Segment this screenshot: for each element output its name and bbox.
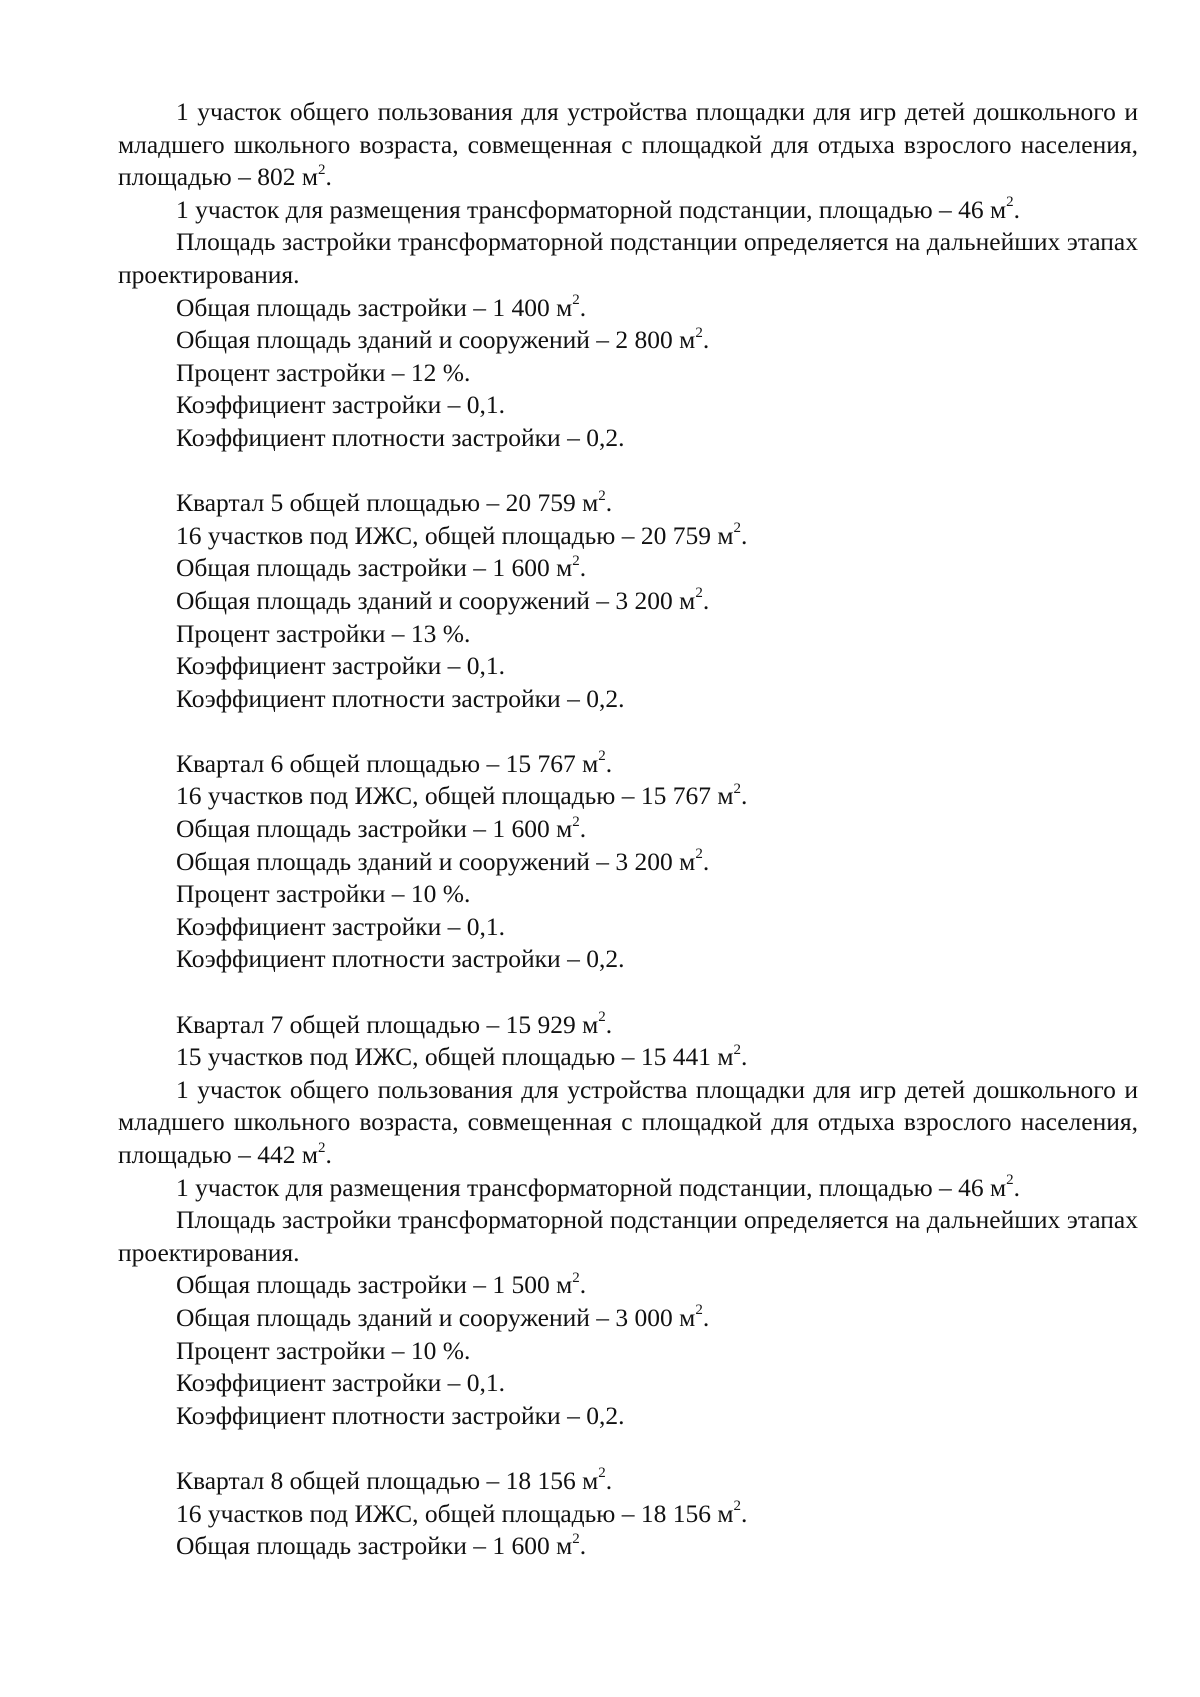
paragraph-end-punctuation: . bbox=[702, 325, 710, 355]
paragraph-end-punctuation: . bbox=[740, 1042, 748, 1072]
paragraph bbox=[118, 911, 1138, 944]
paragraph-end-punctuation: . bbox=[605, 1009, 613, 1039]
paragraph bbox=[118, 1009, 1138, 1042]
paragraph-end-punctuation: . bbox=[325, 1140, 332, 1169]
paragraph-text: Общая площадь застройки – 1 600 м bbox=[176, 1531, 573, 1561]
paragraph bbox=[118, 1269, 1138, 1302]
paragraph-text: Коэффициент плотности застройки – 0,2. bbox=[176, 422, 625, 452]
paragraph-text: Общая площадь зданий и сооружений – 2 800 м bbox=[176, 325, 696, 355]
superscript-exponent: 2 bbox=[733, 1041, 741, 1058]
superscript-exponent: 2 bbox=[1006, 1172, 1014, 1189]
paragraph-text: Общая площадь зданий и сооружений – 3 200 м bbox=[176, 846, 696, 876]
paragraph-spacer bbox=[118, 976, 1138, 1009]
paragraph-spacer bbox=[118, 455, 1138, 488]
paragraph bbox=[118, 618, 1138, 651]
paragraph-end-punctuation: . bbox=[740, 520, 748, 550]
superscript-exponent: 2 bbox=[318, 161, 326, 178]
superscript-exponent: 2 bbox=[598, 748, 606, 765]
superscript-exponent: 2 bbox=[572, 552, 580, 569]
paragraph-spacer bbox=[118, 715, 1138, 748]
paragraph bbox=[118, 1400, 1138, 1433]
paragraph bbox=[118, 1074, 1138, 1172]
paragraph-text: 15 участков под ИЖС, общей площадью – 15 441 м bbox=[176, 1042, 734, 1072]
paragraph-text: Коэффициент застройки – 0,1. bbox=[176, 651, 506, 681]
superscript-exponent: 2 bbox=[598, 487, 606, 504]
superscript-exponent: 2 bbox=[1006, 194, 1014, 211]
paragraph-end-punctuation: . bbox=[579, 1531, 587, 1561]
superscript-exponent: 2 bbox=[695, 324, 703, 341]
paragraph-end-punctuation: . bbox=[605, 748, 613, 778]
paragraph-text: Процент застройки – 10 %. bbox=[176, 879, 471, 909]
paragraph-text: Общая площадь застройки – 1 400 м bbox=[176, 292, 573, 322]
paragraph-text: Коэффициент застройки – 0,1. bbox=[176, 911, 506, 941]
paragraph-text: Общая площадь застройки – 1 500 м bbox=[176, 1270, 573, 1300]
paragraph-end-punctuation: . bbox=[1013, 194, 1021, 224]
paragraph bbox=[118, 1172, 1138, 1205]
superscript-exponent: 2 bbox=[572, 1530, 580, 1547]
paragraph bbox=[118, 683, 1138, 716]
paragraph bbox=[118, 1465, 1138, 1498]
paragraph bbox=[118, 1335, 1138, 1368]
paragraph-end-punctuation: . bbox=[579, 292, 587, 322]
paragraph bbox=[118, 1367, 1138, 1400]
paragraph bbox=[118, 1041, 1138, 1074]
superscript-exponent: 2 bbox=[695, 846, 703, 863]
paragraph-text: Общая площадь застройки – 1 600 м bbox=[176, 553, 573, 583]
document-page bbox=[118, 96, 1138, 1563]
paragraph-text: Площадь застройки трансформаторной подстанции определяется на дальнейших этапах проектирования. bbox=[118, 227, 1138, 289]
paragraph-end-punctuation: . bbox=[1013, 1172, 1021, 1202]
paragraph bbox=[118, 748, 1138, 781]
paragraph bbox=[118, 813, 1138, 846]
paragraph bbox=[118, 292, 1138, 325]
paragraph-end-punctuation: . bbox=[579, 1270, 587, 1300]
paragraph bbox=[118, 1204, 1138, 1269]
paragraph bbox=[118, 1498, 1138, 1531]
paragraph-text: Процент застройки – 10 %. bbox=[176, 1335, 471, 1365]
paragraph-end-punctuation: . bbox=[325, 162, 332, 192]
paragraph-text: Общая площадь зданий и сооружений – 3 000 м bbox=[176, 1302, 696, 1332]
paragraph-end-punctuation: . bbox=[740, 1498, 748, 1528]
paragraph-text: Квартал 5 общей площадью – 20 759 м bbox=[176, 488, 599, 518]
paragraph bbox=[118, 324, 1138, 357]
paragraph bbox=[118, 422, 1138, 455]
superscript-exponent: 2 bbox=[572, 813, 580, 830]
paragraph-end-punctuation: . bbox=[579, 553, 587, 583]
paragraph bbox=[118, 487, 1138, 520]
superscript-exponent: 2 bbox=[598, 1465, 606, 1482]
paragraph bbox=[118, 650, 1138, 683]
paragraph-text: 1 участок общего пользования для устройства площадки для игр детей дошкольного и младшего школьного возраста, совмещенная с площадкой для отдыха взрослого населения, площадью – 802 м bbox=[118, 97, 1138, 192]
superscript-exponent: 2 bbox=[318, 1139, 326, 1156]
paragraph-text: Квартал 8 общей площадью – 18 156 м bbox=[176, 1465, 599, 1495]
paragraph-end-punctuation: . bbox=[702, 585, 710, 615]
superscript-exponent: 2 bbox=[733, 780, 741, 797]
paragraph-text: 1 участок для размещения трансформаторной подстанции, площадью – 46 м bbox=[176, 1172, 1007, 1202]
paragraph bbox=[118, 1530, 1138, 1563]
paragraph-text: Процент застройки – 12 %. bbox=[176, 357, 471, 387]
paragraph-text: Процент застройки – 13 %. bbox=[176, 618, 471, 648]
superscript-exponent: 2 bbox=[598, 1009, 606, 1026]
paragraph bbox=[118, 780, 1138, 813]
paragraph-text: Коэффициент застройки – 0,1. bbox=[176, 1368, 506, 1398]
paragraph-text: Квартал 6 общей площадью – 15 767 м bbox=[176, 748, 599, 778]
paragraph-text: 1 участок общего пользования для устройства площадки для игр детей дошкольного и младшего школьного возраста, совмещенная с площадкой для отдыха взрослого населения, площадью – 442 м bbox=[118, 1074, 1138, 1169]
paragraph-text: Коэффициент плотности застройки – 0,2. bbox=[176, 683, 625, 713]
superscript-exponent: 2 bbox=[733, 520, 741, 537]
paragraph bbox=[118, 357, 1138, 390]
paragraph-text: 16 участков под ИЖС, общей площадью – 20 759 м bbox=[176, 520, 734, 550]
paragraph-text: 16 участков под ИЖС, общей площадью – 18 156 м bbox=[176, 1498, 734, 1528]
paragraph-text: Квартал 7 общей площадью – 15 929 м bbox=[176, 1009, 599, 1039]
paragraph bbox=[118, 520, 1138, 553]
paragraph bbox=[118, 389, 1138, 422]
paragraph-text: 1 участок для размещения трансформаторной подстанции, площадью – 46 м bbox=[176, 194, 1007, 224]
superscript-exponent: 2 bbox=[572, 1269, 580, 1286]
paragraph bbox=[118, 194, 1138, 227]
paragraph-end-punctuation: . bbox=[605, 1465, 613, 1495]
paragraph-end-punctuation: . bbox=[740, 781, 748, 811]
paragraph bbox=[118, 585, 1138, 618]
paragraph-text: Коэффициент застройки – 0,1. bbox=[176, 390, 506, 420]
paragraph-spacer bbox=[118, 1432, 1138, 1465]
paragraph bbox=[118, 226, 1138, 291]
paragraph-text: Коэффициент плотности застройки – 0,2. bbox=[176, 944, 625, 974]
paragraph bbox=[118, 943, 1138, 976]
paragraph-text: Площадь застройки трансформаторной подстанции определяется на дальнейших этапах проектирования. bbox=[118, 1205, 1138, 1267]
paragraph-text: Общая площадь застройки – 1 600 м bbox=[176, 814, 573, 844]
paragraph-text: 16 участков под ИЖС, общей площадью – 15 767 м bbox=[176, 781, 734, 811]
superscript-exponent: 2 bbox=[733, 1498, 741, 1515]
paragraph bbox=[118, 96, 1138, 194]
paragraph-end-punctuation: . bbox=[579, 814, 587, 844]
superscript-exponent: 2 bbox=[695, 1302, 703, 1319]
paragraph-end-punctuation: . bbox=[702, 1302, 710, 1332]
paragraph-end-punctuation: . bbox=[605, 488, 613, 518]
superscript-exponent: 2 bbox=[695, 585, 703, 602]
paragraph bbox=[118, 552, 1138, 585]
superscript-exponent: 2 bbox=[572, 292, 580, 309]
paragraph-text: Коэффициент плотности застройки – 0,2. bbox=[176, 1400, 625, 1430]
paragraph bbox=[118, 878, 1138, 911]
paragraph bbox=[118, 846, 1138, 879]
paragraph-text: Общая площадь зданий и сооружений – 3 200 м bbox=[176, 585, 696, 615]
paragraph bbox=[118, 1302, 1138, 1335]
paragraph-end-punctuation: . bbox=[702, 846, 710, 876]
